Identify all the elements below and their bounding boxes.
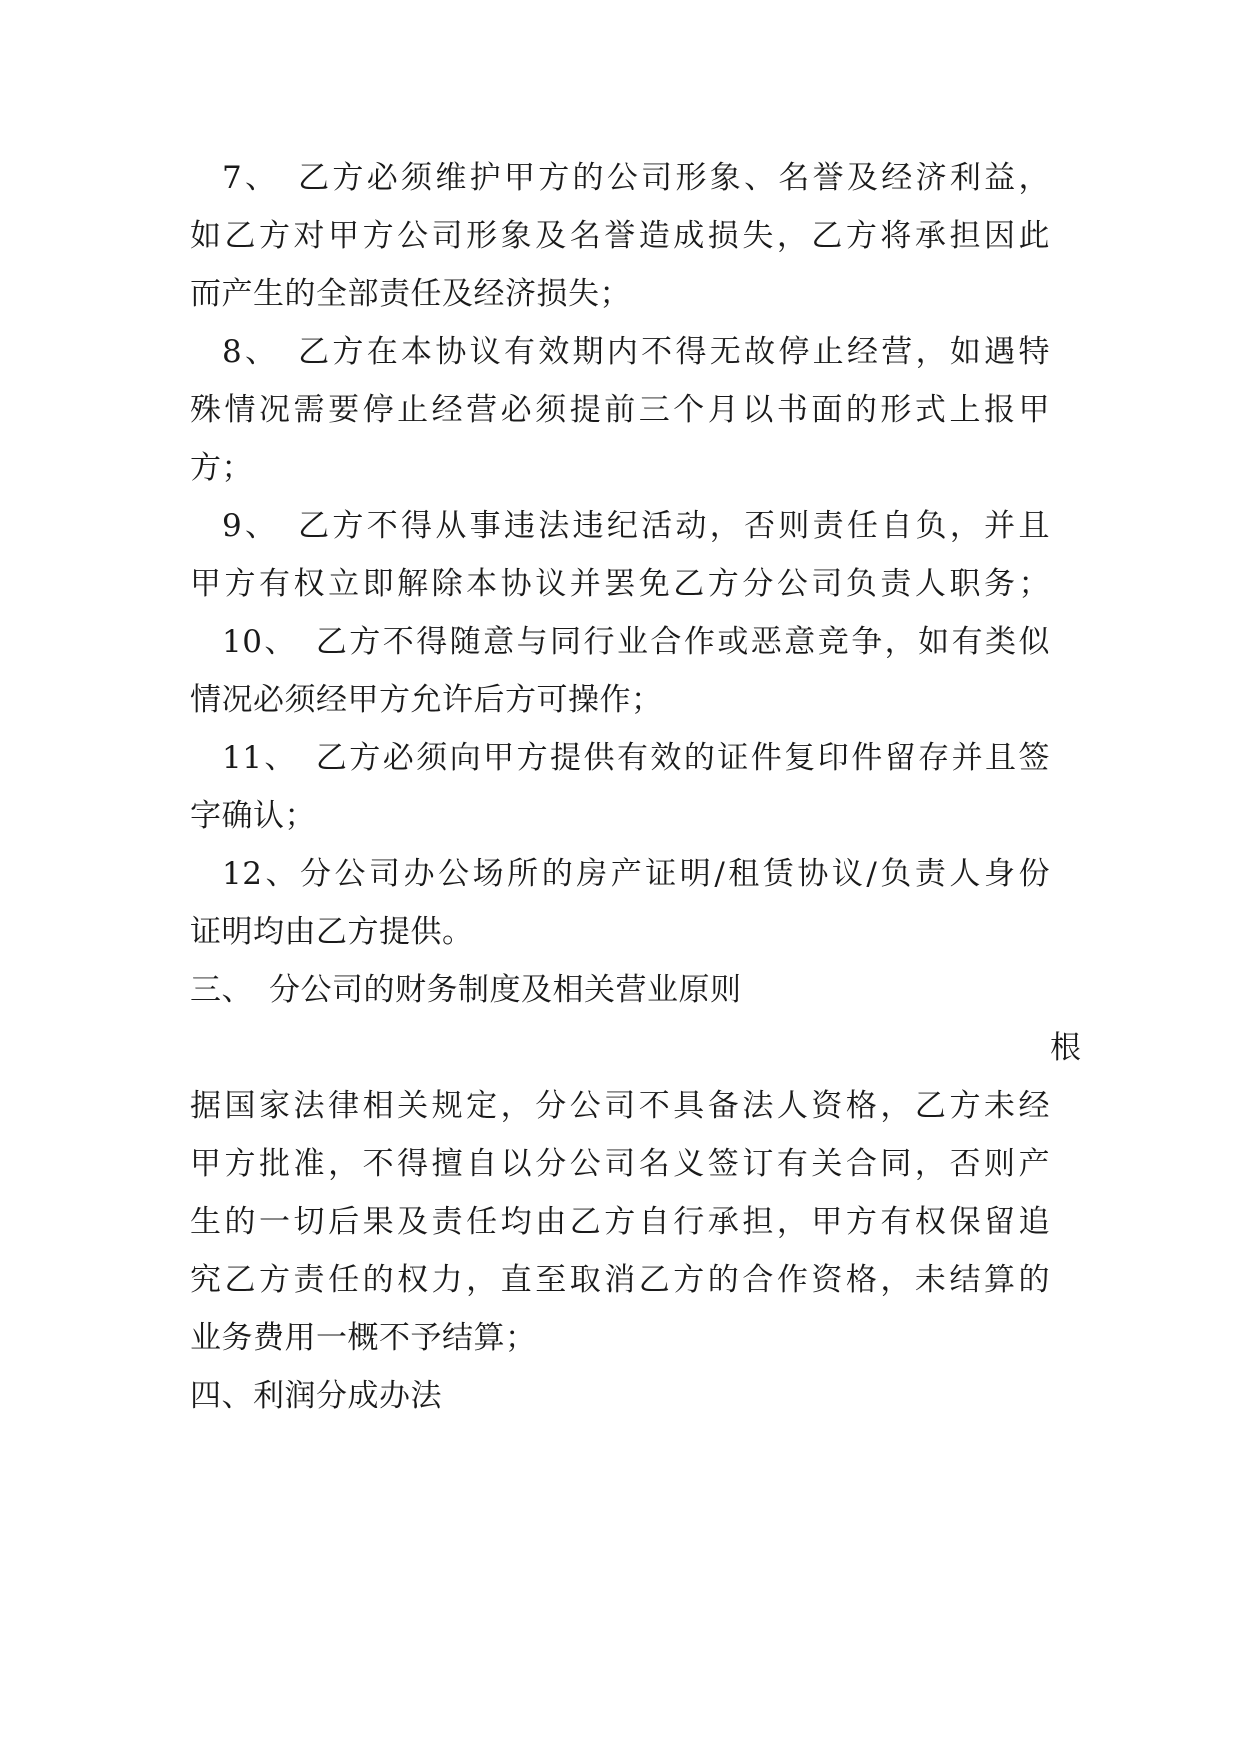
clause-7-line-2: 如乙方对甲方公司形象及名誉造成损失，乙方将承担因此 [190,218,1050,254]
clause-10-line-1: 10、 乙方不得随意与同行业合作或恶意竞争，如有类似 [222,624,1050,660]
clause-8-line-2: 殊情况需要停止经营必须提前三个月以书面的形式上报甲 [190,392,1050,428]
clause-11-line-2: 字确认； [190,798,316,834]
clause-7-line-3: 而产生的全部责任及经济损失； [190,276,631,312]
section-3-body-line-1: 据国家法律相关规定，分公司不具备法人资格，乙方未经 [190,1088,1050,1124]
clause-10-line-2: 情况必须经甲方允许后方可操作； [190,682,663,718]
clause-12-line-1: 12、分公司办公场所的房产证明/租赁协议/负责人身份 [222,856,1050,892]
section-4-heading: 四、利润分成办法 [190,1378,442,1414]
clause-7-line-1: 7、 乙方必须维护甲方的公司形象、名誉及经济利益， [222,160,1050,196]
clause-11-line-1: 11、 乙方必须向甲方提供有效的证件复印件留存并且签 [222,740,1050,776]
clause-9-line-1: 9、 乙方不得从事违法违纪活动，否则责任自负，并且 [222,508,1050,544]
clause-9-line-2: 甲方有权立即解除本协议并罢免乙方分公司负责人职务； [190,566,1050,602]
clause-12-line-2: 证明均由乙方提供。 [190,914,474,950]
section-3-body-line-5: 业务费用一概不予结算； [190,1320,537,1356]
section-3-body-line-3: 生的一切后果及责任均由乙方自行承担，甲方有权保留追 [190,1204,1050,1240]
section-3-body-line-2: 甲方批准，不得擅自以分公司名义签订有关合同，否则产 [190,1146,1050,1182]
section-3-heading: 三、 分公司的财务制度及相关营业原则 [190,972,742,1008]
section-3-body-line-4: 究乙方责任的权力，直至取消乙方的合作资格，未结算的 [190,1262,1050,1298]
section-3-body-fragment: 根 [1050,1030,1082,1066]
clause-8-line-1: 8、 乙方在本协议有效期内不得无故停止经营，如遇特 [222,334,1050,370]
clause-8-line-3: 方； [190,450,253,486]
